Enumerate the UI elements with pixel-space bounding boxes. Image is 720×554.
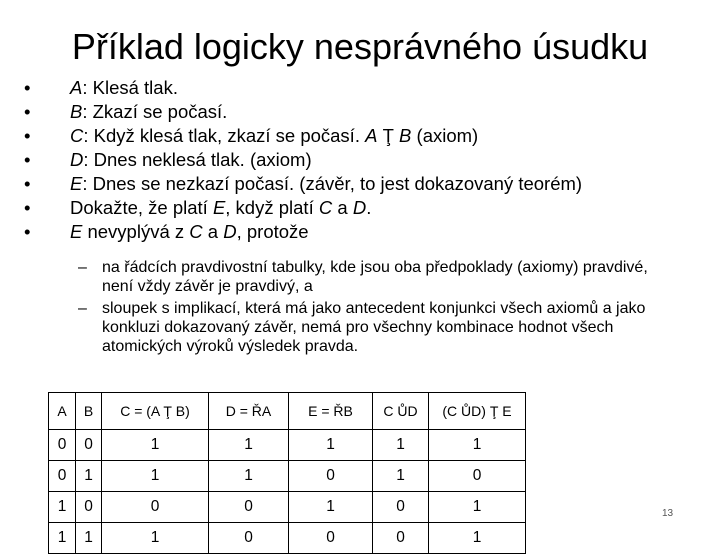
- table-row: [49, 523, 526, 554]
- bullet-list: [24, 76, 704, 244]
- table-cell: 1: [429, 523, 526, 554]
- bullet-text: A: Klesá tlak.: [70, 77, 178, 98]
- bullet-item: [24, 76, 704, 100]
- table-header-row: [49, 393, 526, 430]
- sub-bullet-text: na řádcích pravdivostní tabulky, kde jsou oba předpoklady (axiomy) pravdivé, není vždy závěr je pravdivý, a: [102, 259, 648, 295]
- column-header: B: [76, 393, 102, 430]
- bullet-item: [24, 220, 704, 244]
- bullet-text: B: Zkazí se počasí.: [70, 101, 228, 122]
- bullet-item: [24, 124, 704, 148]
- table-cell: 0: [289, 523, 373, 554]
- table-cell: 0: [429, 461, 526, 492]
- sub-bullet-text: sloupek s implikací, která má jako antecedent konjunkci všech axiomů a jako konkluzi dokazovaný závěr, nemá pro všechny kombinace hodnot všech atomických výroků výsledek pravda.: [102, 300, 646, 355]
- bullet-marker: •: [24, 125, 31, 146]
- table-cell: 0: [49, 461, 76, 492]
- sub-bullet-item: [78, 258, 678, 296]
- table-cell: 1: [209, 461, 289, 492]
- bullet-marker: •: [24, 77, 31, 98]
- table-cell: 1: [429, 430, 526, 461]
- table-cell: 1: [49, 492, 76, 523]
- table-cell: 0: [289, 461, 373, 492]
- bullet-text: Dokažte, že platí E, když platí C a D.: [70, 197, 372, 218]
- table-cell: 1: [49, 523, 76, 554]
- table-cell: 0: [373, 492, 429, 523]
- table-row: [49, 430, 526, 461]
- column-header: (C ŮD) Ţ E: [429, 393, 526, 430]
- bullet-text: E: Dnes se nezkazí počasí. (závěr, to jest dokazovaný teorém): [70, 173, 583, 194]
- bullet-marker: •: [24, 197, 31, 218]
- table-cell: 1: [102, 523, 209, 554]
- truth-table: [48, 392, 526, 554]
- table-cell: 1: [102, 461, 209, 492]
- column-header: E = ŘB: [289, 393, 373, 430]
- sub-bullet-item: [78, 299, 678, 356]
- table-cell: 1: [76, 523, 102, 554]
- table-cell: 1: [289, 492, 373, 523]
- table-cell: 1: [289, 430, 373, 461]
- table-cell: 1: [76, 461, 102, 492]
- table-cell: 0: [49, 430, 76, 461]
- table-cell: 0: [76, 430, 102, 461]
- bullet-item: [24, 100, 704, 124]
- bullet-marker: •: [24, 173, 31, 194]
- table-cell: 1: [373, 430, 429, 461]
- bullet-text: C: Když klesá tlak, zkazí se počasí. A Ţ B (axiom): [70, 125, 479, 146]
- bullet-text: E nevyplývá z C a D, protože: [70, 221, 309, 242]
- column-header: C = (A Ţ B): [102, 393, 209, 430]
- table-cell: 0: [209, 523, 289, 554]
- bullet-text: D: Dnes neklesá tlak. (axiom): [70, 149, 312, 170]
- table-cell: 0: [102, 492, 209, 523]
- bullet-marker: •: [24, 149, 31, 170]
- column-header: D = ŘA: [209, 393, 289, 430]
- bullet-item: [24, 148, 704, 172]
- slide-title: Příklad logicky nesprávného úsudku: [71, 26, 649, 67]
- table-cell: 0: [76, 492, 102, 523]
- table-cell: 0: [373, 523, 429, 554]
- table-cell: 1: [373, 461, 429, 492]
- bullet-marker: •: [24, 101, 31, 122]
- dash-marker: –: [78, 300, 87, 317]
- bullet-item: [24, 172, 704, 196]
- sub-bullet-list: [78, 258, 678, 359]
- column-header: C ŮD: [373, 393, 429, 430]
- bullet-item: [24, 196, 704, 220]
- table-cell: 1: [429, 492, 526, 523]
- page-number: 13: [662, 508, 674, 519]
- column-header: A: [49, 393, 76, 430]
- table-row: [49, 461, 526, 492]
- table-cell: 1: [102, 430, 209, 461]
- table-cell: 0: [209, 492, 289, 523]
- table-row: [49, 492, 526, 523]
- dash-marker: –: [78, 259, 87, 276]
- table-cell: 1: [209, 430, 289, 461]
- bullet-marker: •: [24, 221, 31, 242]
